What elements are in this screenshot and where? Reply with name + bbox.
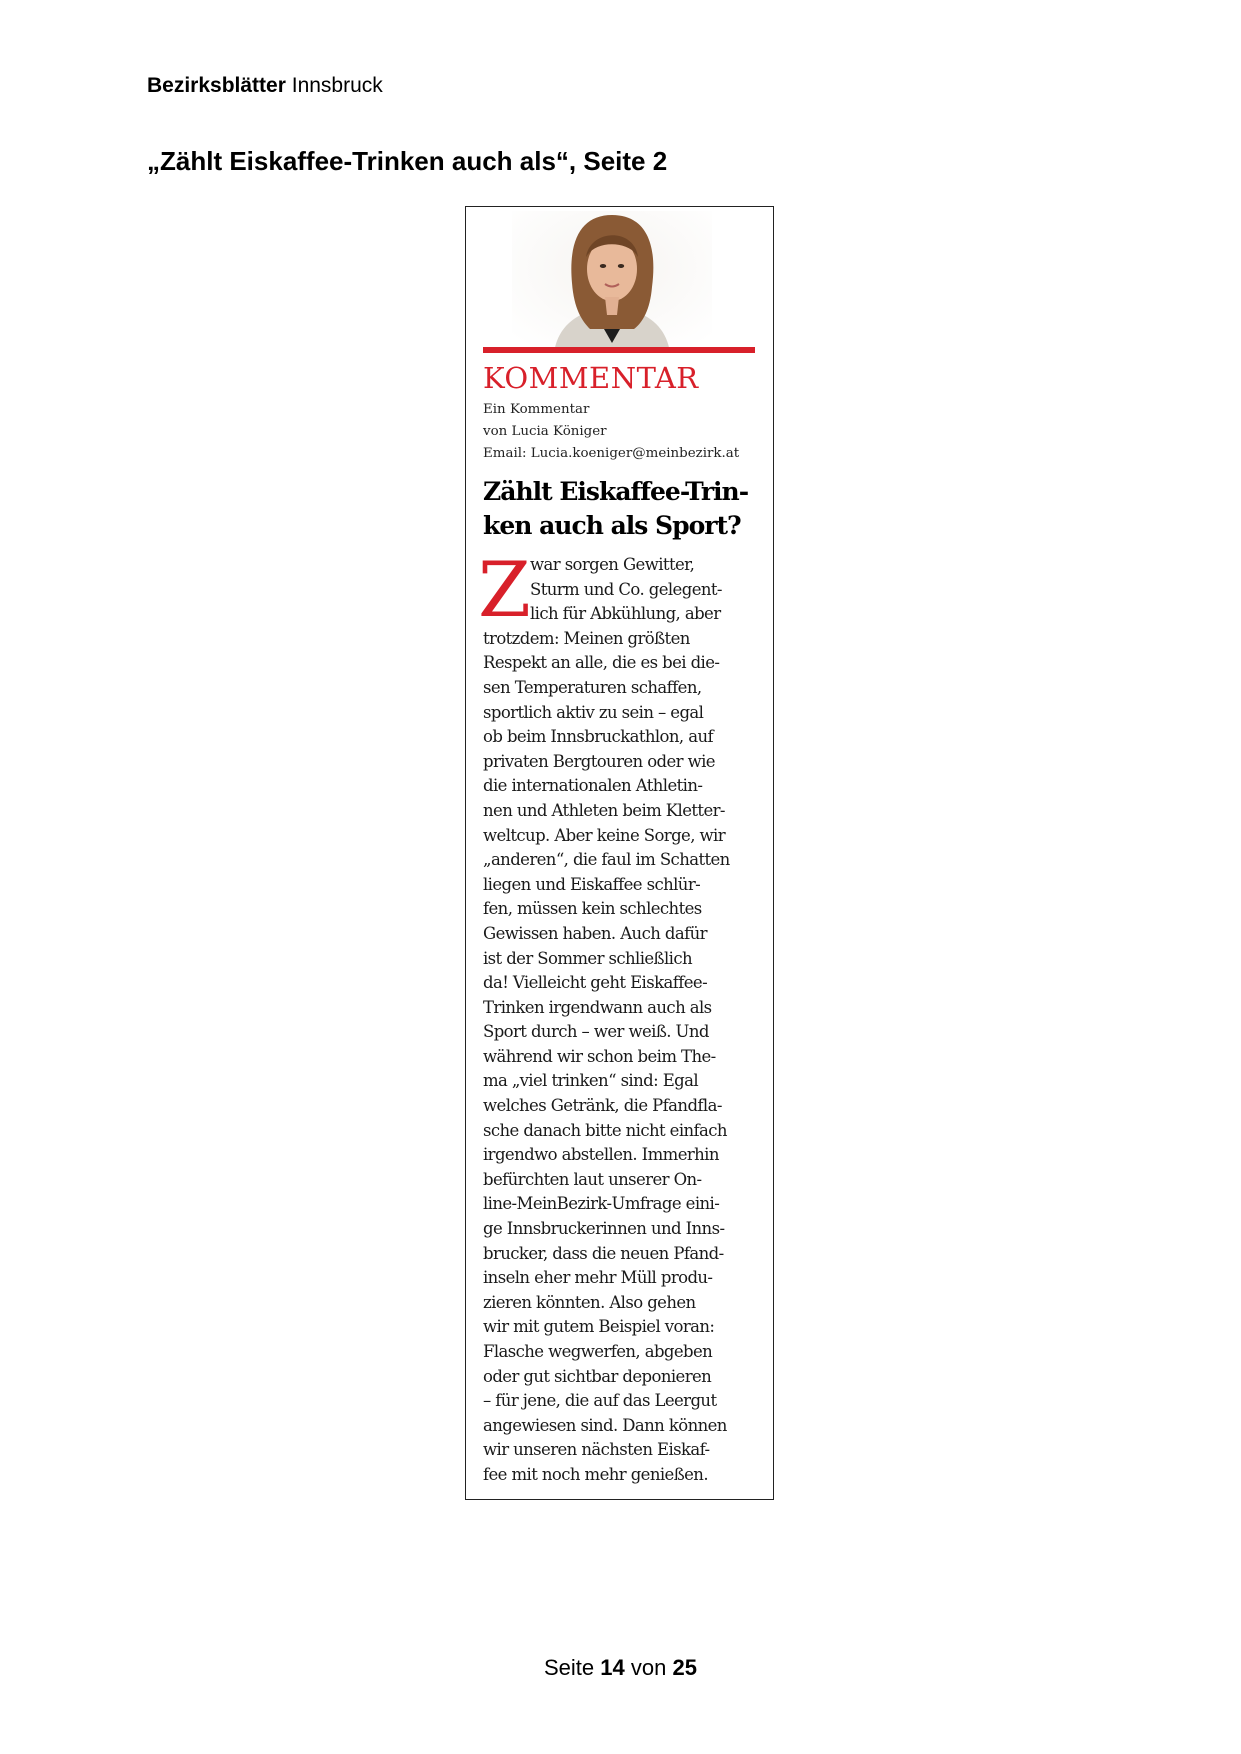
body-line: zieren könnten. Also gehen [483,1292,696,1312]
body-line: die internationalen Athletin- [483,776,703,796]
byline [483,399,739,465]
body-line: Sturm und Co. gelegent- [530,579,722,599]
section-kicker: KOMMENTAR [483,361,699,395]
body-line: sportlich aktiv zu sein – egal [483,702,704,722]
body-line: lich für Abkühlung, aber [530,604,721,624]
body-line: da! Vielleicht geht Eiskaffee- [483,973,708,993]
body-line: befürchten laut unserer On- [483,1169,702,1189]
publication-name: Bezirksblätter [147,74,286,97]
body-line: fee mit noch mehr genießen. [483,1464,708,1484]
body-line: ma „viel trinken“ sind: Egal [483,1071,699,1091]
body-line: oder gut sichtbar deponieren [483,1366,712,1386]
footer-prefix: Seite [544,1655,595,1680]
current-page-number: 14 [600,1655,625,1680]
body-line: inseln eher mehr Müll produ- [483,1268,713,1288]
body-line: Respekt an alle, die es bei die- [483,653,720,673]
body-line: ge Innsbruckerinnen und Inns- [483,1219,725,1239]
body-line: trotzdem: Meinen größten [483,628,690,648]
footer-middle: von [630,1655,667,1680]
byline-line: Ein Kommentar [483,402,590,417]
body-line: Trinken irgendwann auch als [483,997,712,1017]
body-line: sen Temperaturen schaffen, [483,677,702,697]
body-line: ist der Sommer schließlich [483,948,693,968]
body-line: line-MeinBezirk-Umfrage eini- [483,1194,720,1214]
article-body [483,553,730,1488]
page-footer [0,1655,1241,1681]
body-line: ob beim Innsbruckathlon, auf [483,727,713,747]
body-line: Sport durch – wer weiß. Und [483,1022,709,1042]
article-headline [483,475,748,543]
body-line: während wir schon beim The- [483,1046,716,1066]
document-title: „Zählt Eiskaffee-Trinken auch als“, Seite 2 [147,146,668,176]
byline-line: von Lucia Königer [483,424,607,439]
body-line: wir unseren nächsten Eiskaf- [483,1440,710,1460]
body-line: Gewissen haben. Auch dafür [483,923,707,943]
body-line: nen und Athleten beim Kletter- [483,800,725,820]
body-line: irgendwo abstellen. Immerhin [483,1145,719,1165]
body-line: „anderen“, die faul im Schatten [483,850,730,870]
accent-rule [483,347,755,353]
source-line [147,74,383,98]
body-line: welches Getränk, die Pfandfla- [483,1096,722,1116]
body-line: liegen und Eiskaffee schlür- [483,874,701,894]
byline-line: Email: Lucia.koeniger@meinbezirk.at [483,446,740,461]
body-line: wir mit gutem Beispiel voran: [483,1317,715,1337]
headline-line: Zählt Eiskaffee-Trin- [483,477,749,506]
body-line: angewiesen sind. Dann können [483,1415,727,1435]
body-line: Flasche wegwerfen, abgeben [483,1342,713,1361]
article-clipping [465,206,774,1500]
body-line: weltcup. Aber keine Sorge, wir [483,825,725,845]
body-line: war sorgen Gewitter, [530,555,695,574]
body-line: privaten Bergtouren oder wie [483,751,715,771]
drop-cap: Z [478,545,531,634]
body-line: – für jene, die auf das Leergut [483,1391,717,1411]
body-line: fen, müssen kein schlechtes [483,899,702,919]
edition-name: Innsbruck [291,74,383,97]
body-line: sche danach bitte nicht einfach [483,1120,727,1140]
total-page-count: 25 [672,1655,697,1680]
headline-line: ken auch als Sport? [483,511,741,540]
body-line: brucker, dass die neuen Pfand- [483,1243,724,1263]
author-photo [512,211,712,353]
